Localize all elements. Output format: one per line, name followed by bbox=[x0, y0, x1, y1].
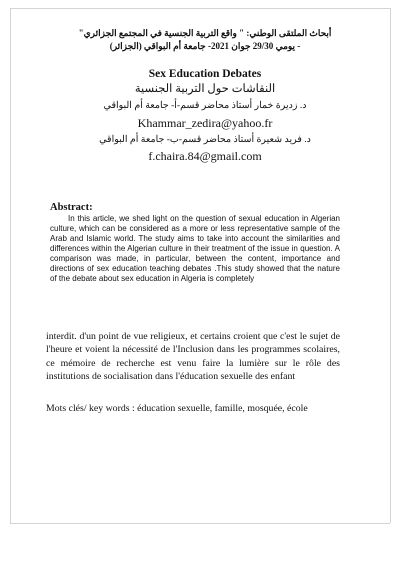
page-frame-bottom bbox=[10, 523, 390, 524]
conference-header-line1: أبحاث الملتقى الوطني: " واقع التربية الجنسية في المجتمع الجزائري" bbox=[78, 28, 332, 38]
resume-paragraph: interdit. d'un point de vue religieux, et certains croient que c'est le sujet de l'heure et voient la nécessité de l'Inclusion dans les programmes scolaires, ce mémoire de recherche est venu faire la lumière sur le rôle des institutions de socialisation dans l'éducation sexuelle des enfant bbox=[46, 331, 340, 383]
author-1-affiliation: د. زديرة خمار أستاذ محاضر قسم-أ- جامعة أم البواقي bbox=[103, 101, 307, 111]
page-frame-left bbox=[10, 8, 11, 523]
page-frame-right bbox=[390, 8, 391, 523]
author-2-email[interactable]: f.chaira.84@gmail.com bbox=[148, 149, 262, 163]
page-frame-top bbox=[10, 8, 390, 9]
keywords-line: Mots clés/ key words : éducation sexuelle, famille, mosquée, école bbox=[46, 403, 308, 414]
paper-title-arabic: النقاشات حول التربية الجنسية bbox=[134, 83, 276, 95]
abstract-heading: Abstract: bbox=[50, 202, 93, 213]
conference-header-line2: - يومي 29/30 جوان 2021- جامعة أم البواقي (الجزائر) bbox=[109, 41, 301, 51]
author-1-email[interactable]: Khammar_zedira@yahoo.fr bbox=[137, 116, 273, 130]
author-2-affiliation: د. فريد شعيرة أستاذ محاضر قسم-ب- جامعة أم البواقي bbox=[99, 135, 311, 145]
paper-title-english: Sex Education Debates bbox=[148, 68, 262, 80]
abstract-body: In this article, we shed light on the question of sexual education in Algerian culture, which can be considered as a more or less representative sample of the Arab and Islamic world. The study aims to take into account the similarities and differences within the Algerian culture in their treatment of the issue in question. A comparison was made, in particular, between the content, importance and directions of sex education teaching debates .This study showed that the nature of the debate about sex education in Algeria is completely bbox=[50, 214, 340, 283]
